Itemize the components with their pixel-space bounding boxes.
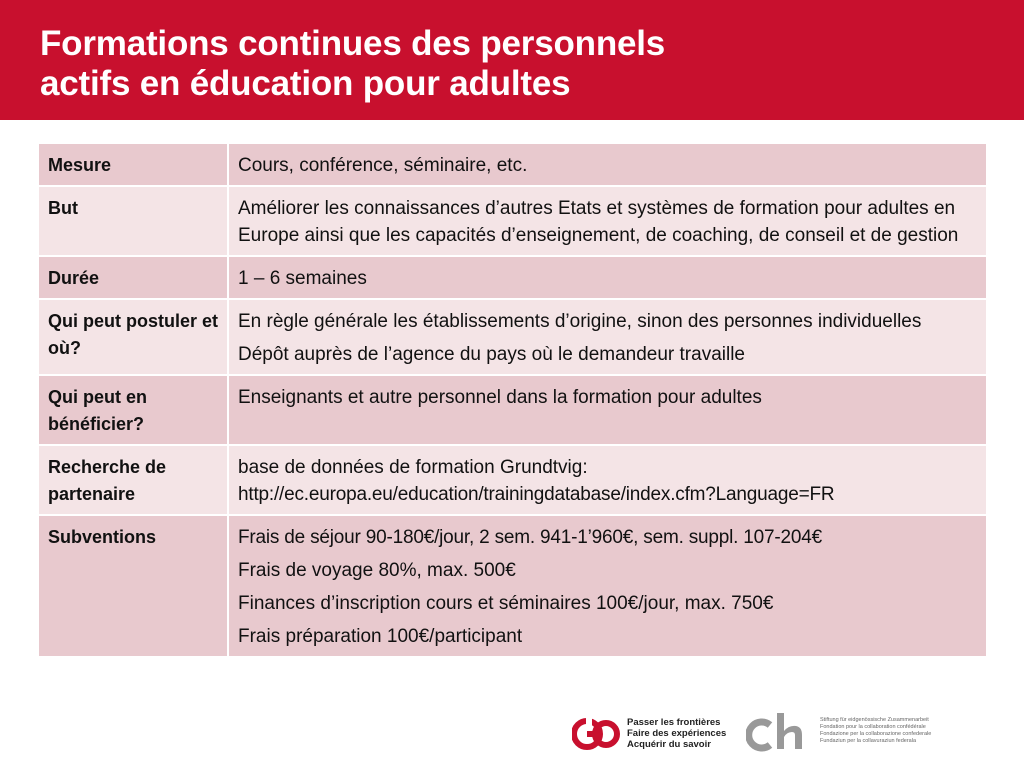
row-value	[228, 256, 987, 299]
row-value-text: Améliorer les connaissances d’autres Etats et systèmes de formation pour adultes en Europe ainsi que les capacités d’enseignement, de coaching, de conseil et de gestion	[238, 198, 959, 246]
row-label: Subventions	[38, 515, 228, 657]
table-row-qui-peut-postuler	[38, 299, 987, 375]
table-row-recherche-partenaire	[38, 445, 987, 515]
row-value-line: Frais de voyage 80%, max. 500€	[238, 560, 516, 581]
row-value	[228, 375, 987, 445]
table-row-qui-peut-beneficier	[38, 375, 987, 445]
ch-foundation-line: Fondation pour la collaboration confédérale	[820, 724, 926, 730]
row-value-paragraph: En règle générale les établissements d’origine, sinon des personnes individuelles	[238, 311, 922, 332]
row-value-line: 1 – 6 semaines	[238, 268, 367, 289]
slide-title	[40, 24, 665, 104]
database-link[interactable]: http://ec.europa.eu/education/trainingdatabase/index.cfm?Language=FR	[238, 484, 835, 505]
ch-foundation-line: Fondazione per la collaborazione confederale	[820, 731, 932, 737]
go-logo-icon	[572, 717, 620, 751]
row-value	[228, 299, 987, 375]
row-value-paragraph: Dépôt auprès de l’agence du pays où le demandeur travaille	[238, 344, 745, 365]
row-value	[228, 445, 987, 515]
table-row-subventions	[38, 515, 987, 657]
go-tagline-line: Acquérir du savoir	[627, 739, 711, 750]
go-tagline-line: Passer les frontières	[627, 717, 721, 728]
slide-header	[0, 0, 1024, 120]
row-value-line: Finances d’inscription cours et séminaires 100€/jour, max. 750€	[238, 593, 774, 614]
table-row-duree	[38, 256, 987, 299]
row-value	[228, 143, 987, 186]
row-value	[228, 186, 987, 256]
slide-title-line-2: actifs en éducation pour adultes	[40, 64, 571, 103]
row-label: Qui peut en bénéficier?	[38, 375, 228, 445]
row-value-line: Cours, conférence, séminaire, etc.	[238, 155, 528, 176]
row-label: But	[38, 186, 228, 256]
row-label: Durée	[38, 256, 228, 299]
row-value	[228, 515, 987, 657]
row-label: Mesure	[38, 143, 228, 186]
slide-title-line-1: Formations continues des personnels	[40, 24, 666, 63]
ch-foundation-names	[820, 717, 931, 745]
row-value-line: Enseignants et autre personnel dans la formation pour adultes	[238, 387, 762, 408]
ch-logo-icon	[746, 713, 808, 753]
go-tagline-line: Faire des expériences	[627, 728, 727, 739]
row-value-line: base de données de formation Grundtvig:	[238, 457, 588, 478]
ch-foundation-line: Fundaziun per la collavuraziun federala	[820, 738, 917, 744]
row-value-line: Frais de séjour 90-180€/jour, 2 sem. 941-1’960€, sem. suppl. 107-204€	[238, 527, 823, 548]
go-tagline	[627, 717, 726, 750]
ch-foundation-line: Stiftung für eidgenössische Zusammenarbeit	[820, 717, 929, 723]
row-value-line: Frais préparation 100€/participant	[238, 626, 523, 647]
row-label: Qui peut postuler et où?	[38, 299, 228, 375]
row-label: Recherche de partenaire	[38, 445, 228, 515]
table-row-but	[38, 186, 987, 256]
info-table	[37, 142, 988, 658]
footer-logos	[0, 713, 1024, 763]
table-row-mesure	[38, 143, 987, 186]
